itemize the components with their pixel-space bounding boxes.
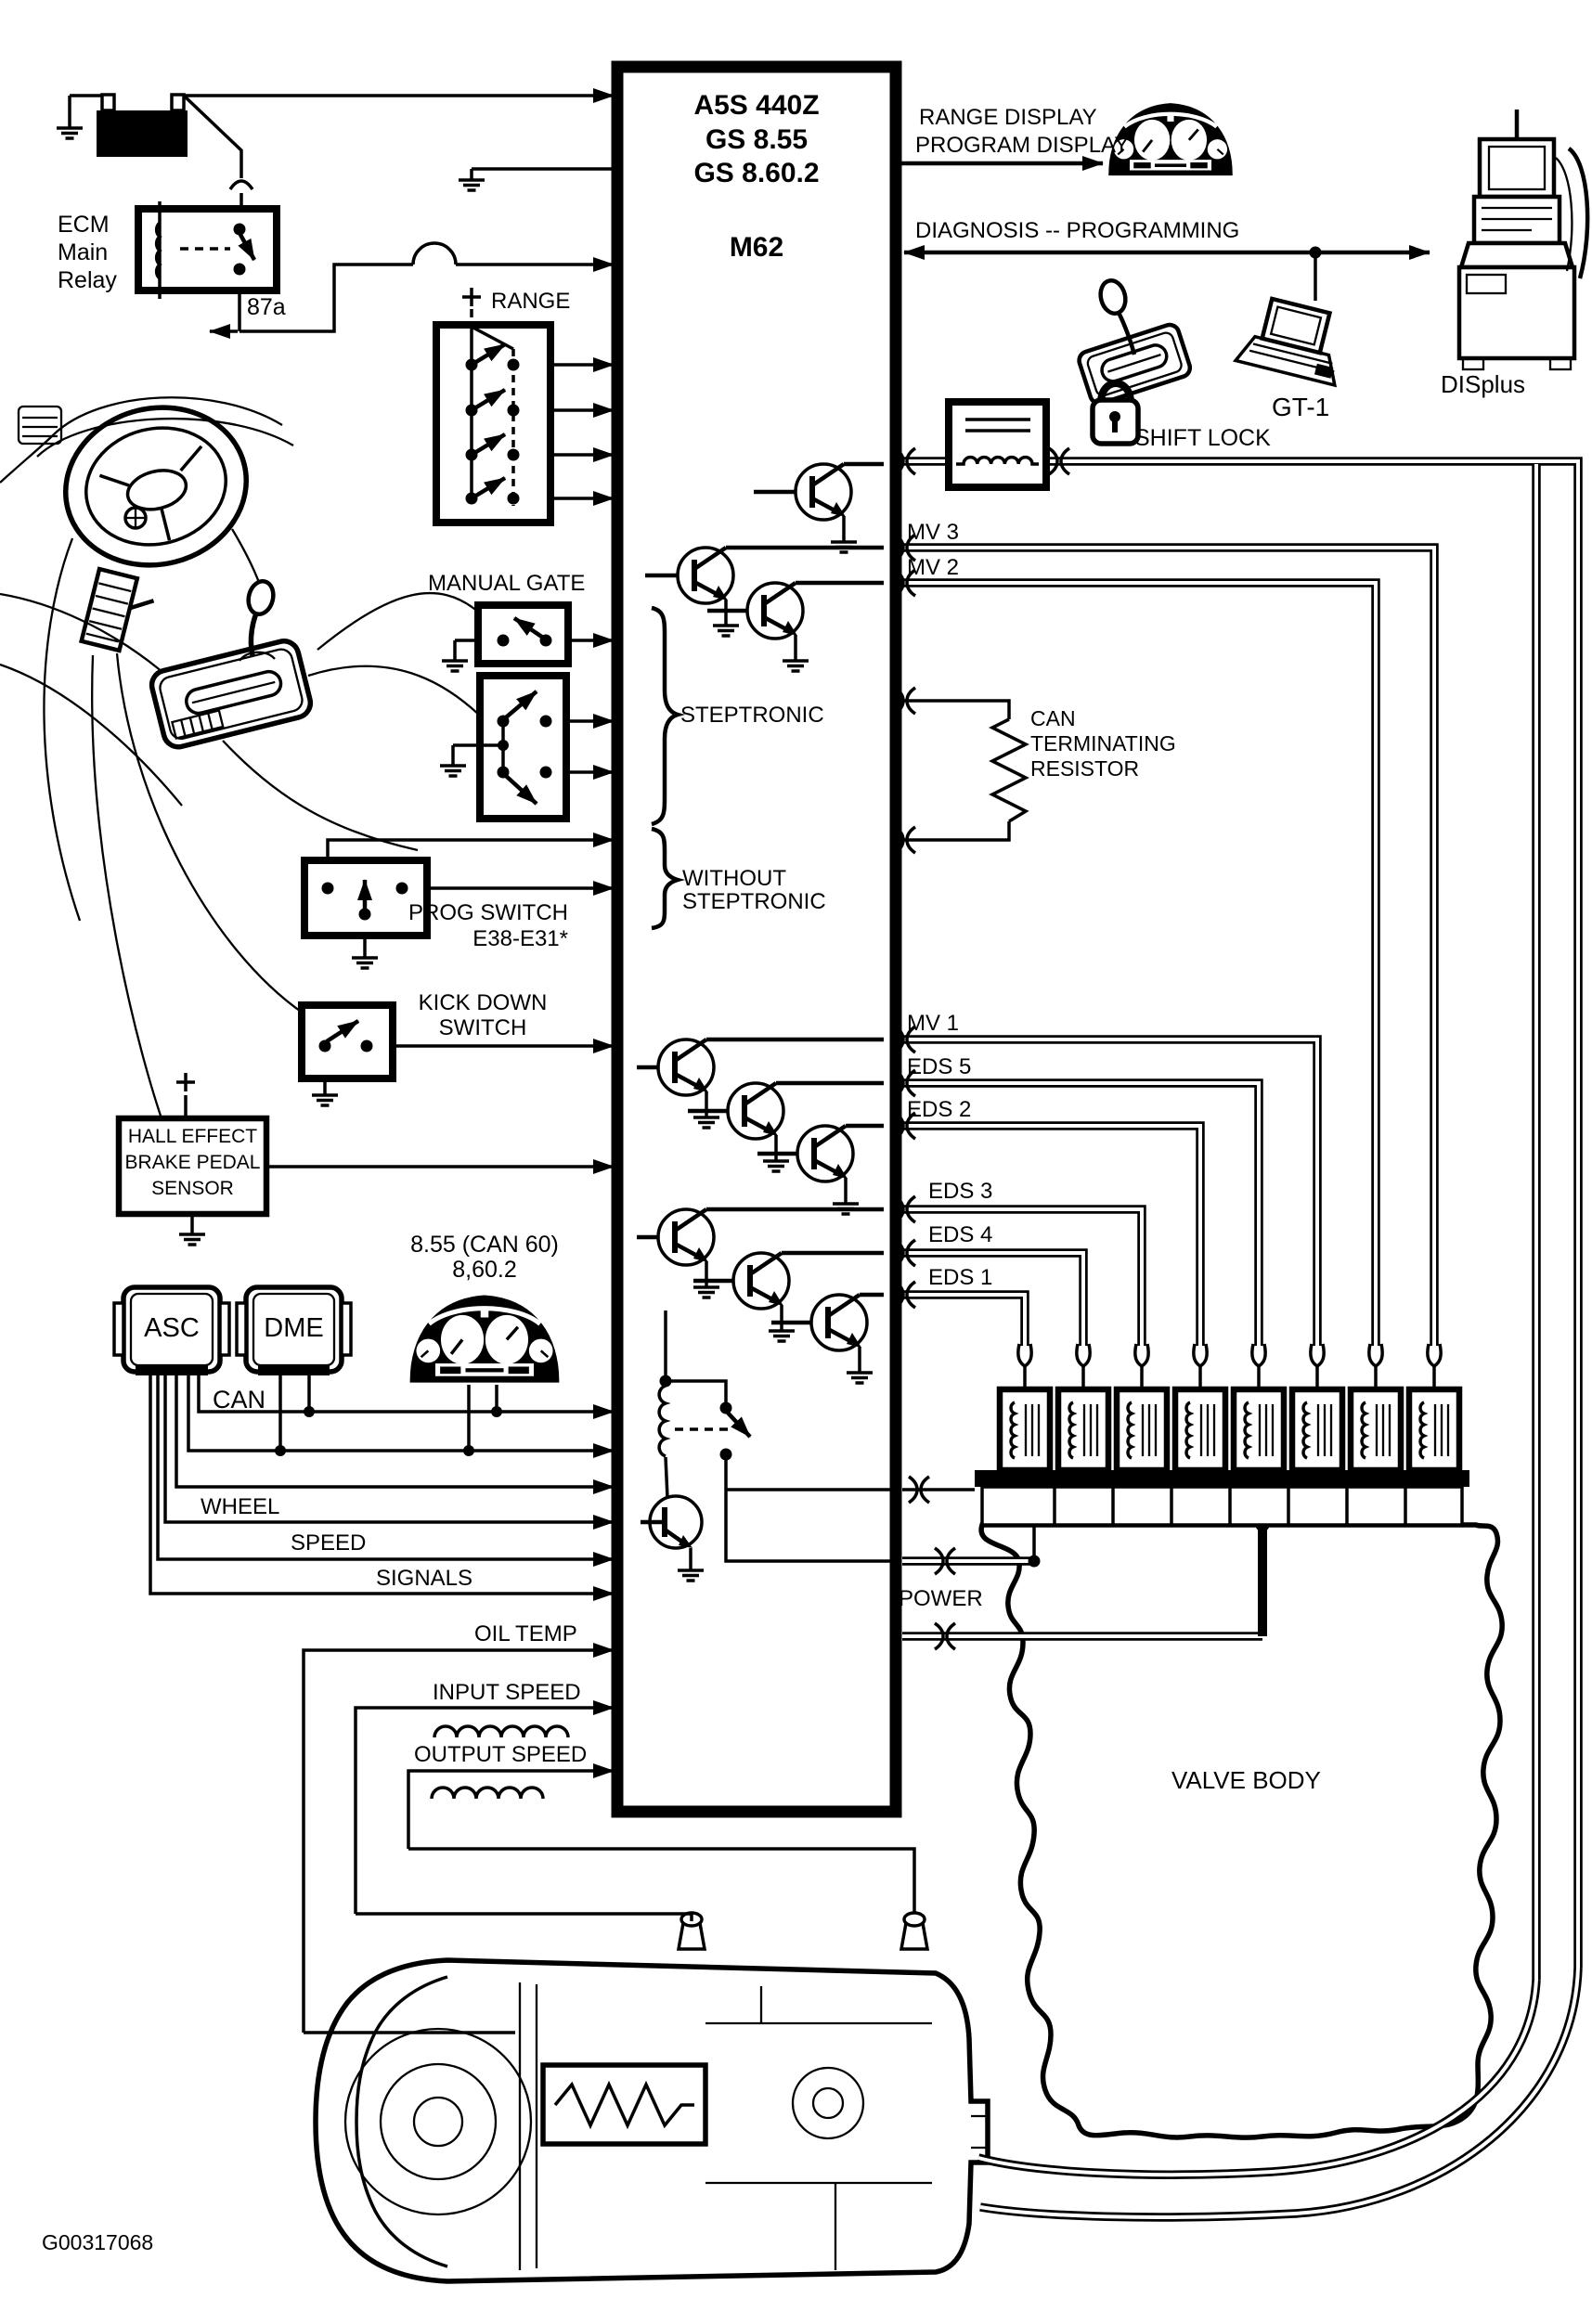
- ecm-relay-label-2: Main: [58, 239, 109, 265]
- prog-switch-label: PROG SWITCH: [408, 900, 568, 925]
- ecu-title-3: GS 8.60.2: [693, 158, 820, 188]
- cluster-note-1: 8.55 (CAN 60): [410, 1232, 559, 1258]
- range-label: RANGE: [491, 289, 571, 314]
- eds2-label: EDS 2: [907, 1097, 972, 1122]
- manual-gate-label: MANUAL GATE: [428, 571, 586, 596]
- gt1-label: GT-1: [1272, 393, 1330, 421]
- mv1-label: MV 1: [907, 1011, 960, 1036]
- diagnosis-label: DIAGNOSIS -- PROGRAMMING: [915, 218, 1240, 243]
- range-display-label: RANGE DISPLAY: [919, 105, 1097, 130]
- steptronic-label: STEPTRONIC: [680, 703, 824, 728]
- connector-icon: [1077, 1344, 1090, 1389]
- eds4-label: EDS 4: [928, 1222, 993, 1247]
- solenoid-rail: [975, 1470, 1469, 1487]
- solenoid-icon: [1117, 1389, 1167, 1470]
- transmission-control-unit-box: [617, 67, 896, 1812]
- solenoid-icon: [1234, 1389, 1284, 1470]
- connector-icon: [1369, 1344, 1382, 1389]
- wheel-label: WHEEL: [201, 1494, 280, 1519]
- solenoid-icon: [1000, 1389, 1050, 1470]
- ecm-relay-label-3: Relay: [58, 267, 117, 293]
- accelerator-pedal-icon: [82, 569, 158, 655]
- solenoid-icon: [1292, 1389, 1342, 1470]
- signals-label: SIGNALS: [376, 1566, 473, 1591]
- program-display-label: PROGRAM DISPLAY: [915, 133, 1130, 158]
- ground-icon: [442, 650, 468, 671]
- oil-temp-label: OIL TEMP: [474, 1621, 577, 1646]
- kickdown-label-1: KICK DOWN: [418, 990, 548, 1015]
- without-steptronic-label-1: WITHOUT: [682, 866, 786, 891]
- can-resistor-label-3: RESISTOR: [1030, 756, 1140, 781]
- steering-wheel-icon: [49, 389, 264, 584]
- kickdown-label-2: SWITCH: [438, 1015, 527, 1040]
- steptronic-switch: [480, 676, 566, 819]
- connector-icon: [1252, 1344, 1265, 1389]
- shiftlock-solenoid: [949, 402, 1046, 487]
- can-resistor-label-1: CAN: [1030, 706, 1076, 730]
- battery-icon: [97, 95, 188, 157]
- shifter-console-icon: [149, 638, 314, 750]
- transmission-illustration: [316, 1913, 988, 2281]
- prog-switch-sublabel: E38-E31*: [472, 926, 568, 951]
- gear-selector-icon: [1077, 278, 1192, 406]
- solenoid-icon: [1175, 1389, 1225, 1470]
- eds5-label: EDS 5: [907, 1054, 972, 1079]
- displus-tester-icon: [1459, 110, 1587, 369]
- kickdown-switch: [302, 1005, 393, 1078]
- resistor-icon: [992, 719, 1026, 821]
- figure-id: G00317068: [42, 2230, 154, 2254]
- solenoid-icon: [1351, 1389, 1401, 1470]
- ecu-title-2: GS 8.55: [705, 124, 809, 155]
- displus-label: DISplus: [1441, 370, 1526, 398]
- ground-icon: [179, 1223, 205, 1245]
- connector-icon: [1018, 1344, 1031, 1389]
- fuse-icon: [413, 243, 456, 265]
- output-speed-coil-icon: [432, 1788, 543, 1799]
- ecm-main-relay: [138, 201, 277, 299]
- shift-lock-label: SHIFT LOCK: [1134, 425, 1271, 451]
- range-switch: [436, 325, 550, 523]
- ecu-edge-connectors: [895, 448, 955, 1649]
- hall-sensor-label-3: SENSOR: [151, 1178, 234, 1199]
- plus-symbol: [176, 1073, 195, 1091]
- speed-label: SPEED: [291, 1530, 367, 1556]
- gt1-tester-icon: [1236, 294, 1352, 385]
- ecm-relay-label-1: ECM: [58, 212, 110, 238]
- can-label: CAN: [213, 1386, 266, 1414]
- bmw-emblem-icon: [125, 508, 146, 528]
- ecu-engine-label: M62: [729, 232, 784, 263]
- connector-icon: [1311, 1344, 1324, 1389]
- connector-icon: [1428, 1344, 1441, 1389]
- ecu-title-1: A5S 440Z: [693, 90, 820, 121]
- without-steptronic-label-2: STEPTRONIC: [682, 889, 826, 914]
- solenoid-icon: [1058, 1389, 1108, 1470]
- eds3-label: EDS 3: [928, 1179, 993, 1204]
- can-resistor-label-2: TERMINATING: [1030, 731, 1176, 755]
- cluster-note-2: 8,60.2: [452, 1257, 517, 1283]
- input-speed-label: INPUT SPEED: [433, 1680, 581, 1705]
- valve-body-label: VALVE BODY: [1171, 1766, 1321, 1794]
- plus-symbol: [462, 288, 481, 306]
- ground-icon: [352, 947, 378, 968]
- hall-sensor-label-2: BRAKE PEDAL: [124, 1152, 261, 1173]
- solenoid-bank: [975, 1344, 1469, 1525]
- speed-sensor-connector-icon: [901, 1913, 927, 1949]
- hall-sensor-label-1: HALL EFFECT: [127, 1126, 258, 1147]
- ground-icon: [57, 117, 83, 138]
- ground-icon: [459, 169, 485, 190]
- ground-icon: [312, 1084, 338, 1105]
- asc-label: ASC: [144, 1313, 200, 1343]
- valve-body-icon: [981, 1525, 1502, 2137]
- ground-icon: [440, 755, 466, 776]
- power-label: POWER: [899, 1586, 983, 1611]
- connector-icon: [1135, 1344, 1148, 1389]
- instrument-cluster-icon: [411, 1297, 557, 1381]
- input-speed-coil-icon: [434, 1726, 568, 1737]
- manual-gate-switch: [478, 605, 568, 664]
- connector-icon: [1194, 1344, 1207, 1389]
- relay-terminal-label: 87a: [247, 294, 286, 320]
- mv3-label: MV 3: [907, 520, 960, 545]
- eds1-label: EDS 1: [928, 1265, 993, 1290]
- output-speed-label: OUTPUT SPEED: [414, 1742, 588, 1767]
- dme-label: DME: [264, 1313, 324, 1343]
- mv2-label: MV 2: [907, 555, 960, 580]
- solenoid-icon: [1409, 1389, 1459, 1470]
